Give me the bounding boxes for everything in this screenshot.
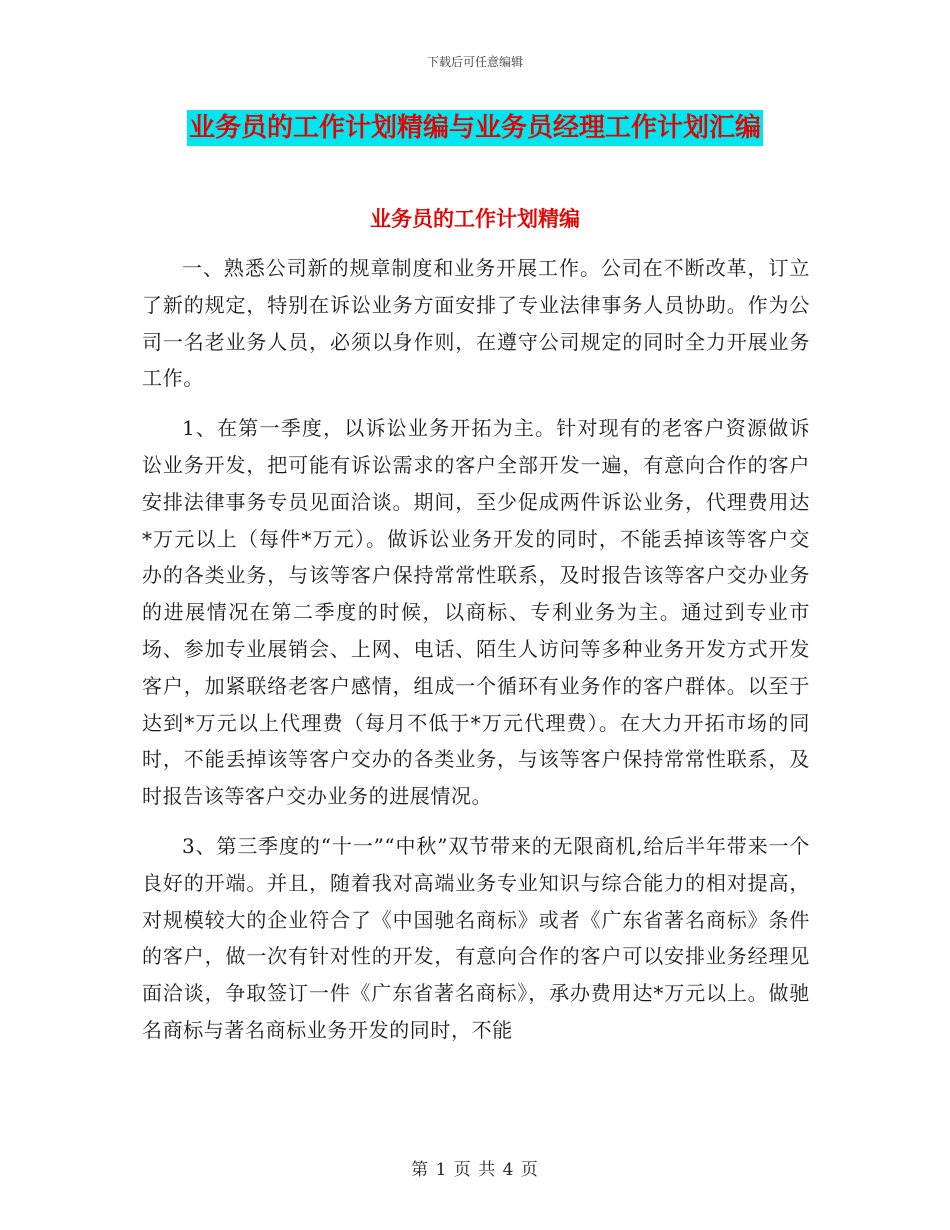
section-title: 业务员的工作计划精编 bbox=[370, 207, 580, 231]
paragraph-3: 3、第三季度的“十一”“中秋”双节带来的无限商机,给后半年带来一个良好的开端。并且，随着我对高端业务专业知识与综合能力的相对提高，对规模较大的企业符合了《中国驰名商标》或者《广东省著名商标》条件的客户，做一次有针对性的开发，有意向合作的客户可以安排业务经理见面洽谈，争取签订一件《广东省著名商标》，承办费用达*万元以上。做驰名商标与著名商标业务开发的同时，不能 bbox=[142, 833, 810, 1042]
paragraph-2: 1、在第一季度，以诉讼业务开拓为主。针对现有的老客户资源做诉讼业务开发，把可能有诉讼需求的客户全部开发一遍，有意向合作的客户安排法律事务专员见面洽谈。期间，至少促成两件诉讼业务，代理费用达*万元以上（每件*万元）。做诉讼业务开发的同时，不能丢掉该等客户交办的各类业务，与该等客户保持常常性联系，及时报告该等客户交办业务的进展情况在第二季度的时候，以商标、专利业务为主。通过到专业市场、参加专业展销会、上网、电话、陌生人访问等多种业务开发方式开发客户，加紧联络老客户感情，组成一个循环有业务作的客户群体。以至于达到*万元以上代理费（每月不低于*万元代理费）。在大力开拓市场的同时，不能丢掉该等客户交办的各类业务，与该等客户保持常常性联系，及时报告该等客户交办业务的进展情况。 bbox=[142, 416, 810, 809]
page-header-note: 下载后可任意编辑 bbox=[426, 55, 523, 69]
paragraph-1: 一、熟悉公司新的规章制度和业务开展工作。公司在不断改革，订立了新的规定，特别在诉讼业务方面安排了专业法律事务人员协助。作为公司一名老业务人员，必须以身作则，在遵守公司规定的同时全力开展业务工作。 bbox=[142, 256, 810, 391]
document-title-container bbox=[0, 110, 950, 146]
document-body bbox=[142, 250, 810, 1049]
page-number-footer: 第 1 页 共 4 页 bbox=[411, 1160, 539, 1180]
document-title: 业务员的工作计划精编与业务员经理工作计划汇编 bbox=[187, 110, 763, 146]
